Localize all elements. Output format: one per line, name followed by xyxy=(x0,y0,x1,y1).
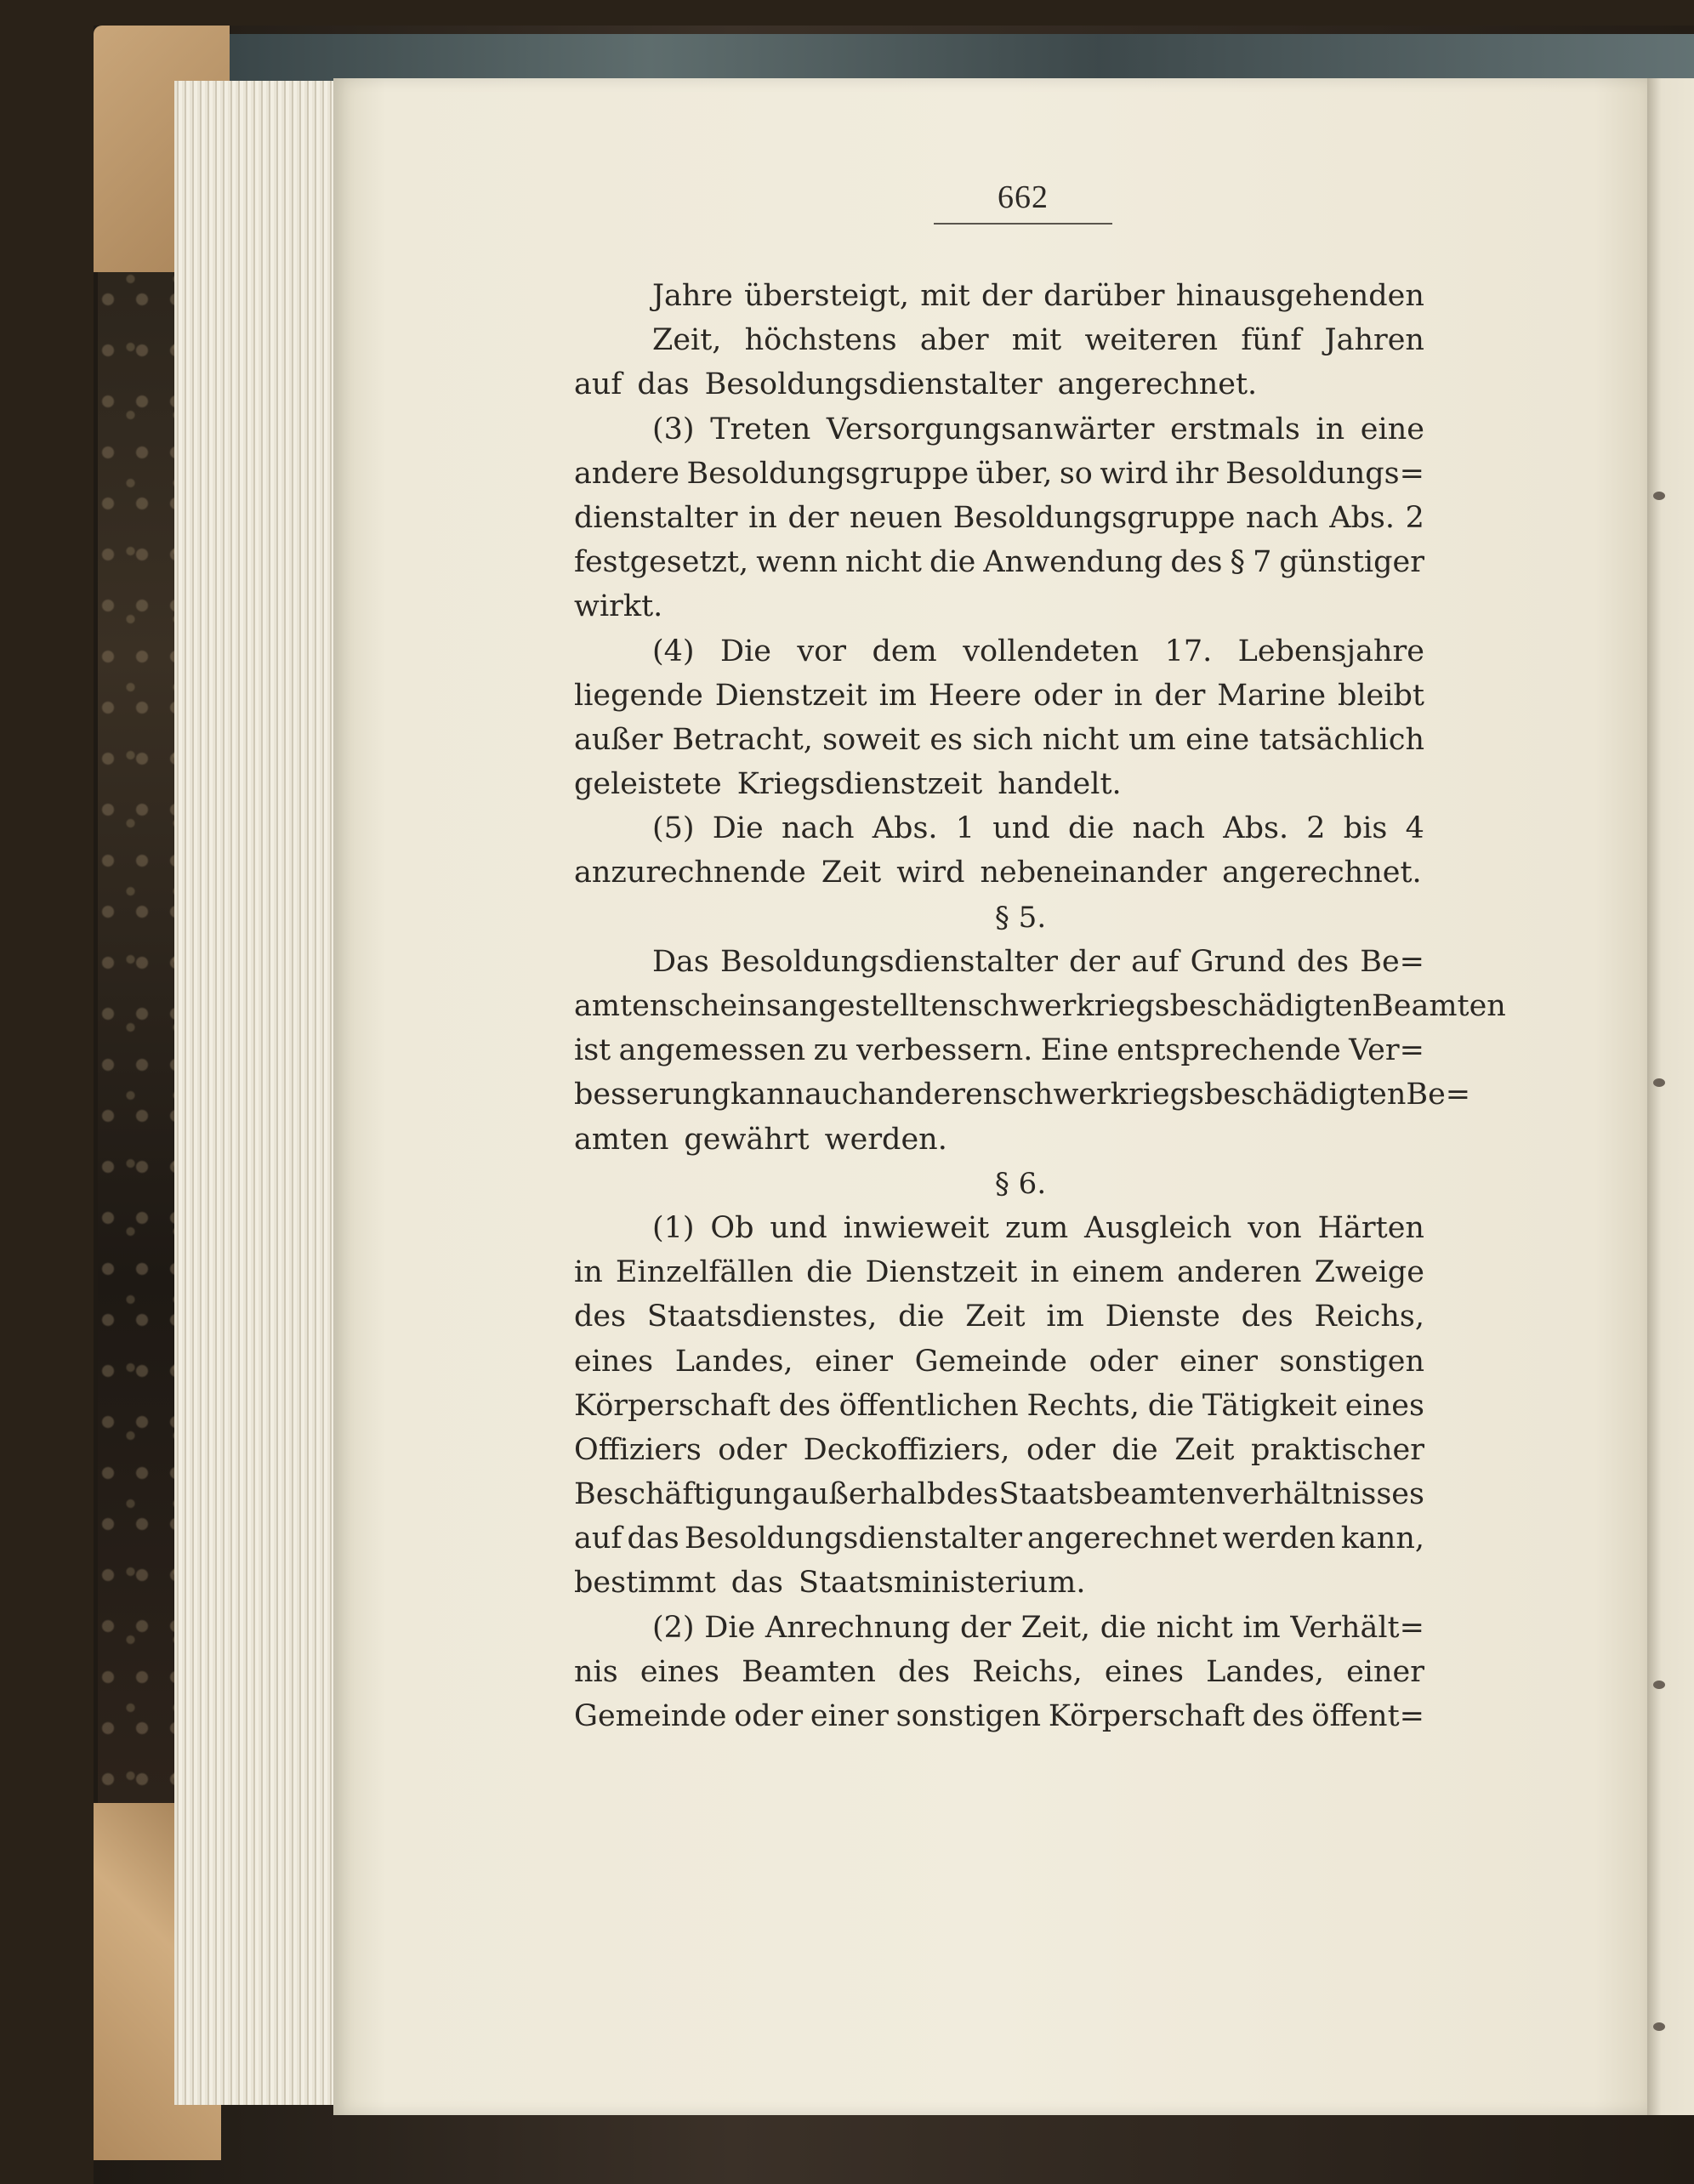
text-line: (4) Die vor dem vollendeten 17. Lebensjahre xyxy=(652,634,1424,668)
text-line: anzurechnende Zeit wird nebeneinander angerechnet. xyxy=(574,856,1422,890)
text-line: nis eines Beamten des Reichs, eines Landes, einer xyxy=(574,1654,1424,1689)
text-line: dienstalter in der neuen Besoldungsgruppe nach Abs. 2 xyxy=(574,500,1424,535)
text-line: auf das Besoldungsdienstalter angerechnet. xyxy=(574,367,1258,402)
marbled-spine xyxy=(98,34,179,2109)
text-line: bestimmt das Staatsministerium. xyxy=(574,1566,1086,1601)
text-line: andere Besoldungsgruppe über, so wird ihr Besoldungs= xyxy=(574,456,1424,491)
text-line: Jahre übersteigt, mit der darüber hinausgehenden xyxy=(652,279,1424,313)
text-line: Gemeinde oder einer sonstigen Körperschaft des öffent= xyxy=(574,1699,1424,1733)
text-line: besserung kann auch anderen schwerkriegsbeschädigten Be= xyxy=(574,1078,1471,1112)
text-line: eines Landes, einer Gemeinde oder einer sonstigen xyxy=(574,1344,1424,1379)
text-line: ist angemessen zu verbessern. Eine entsprechende Ver= xyxy=(574,1033,1424,1068)
text-line: (2) Die Anrechnung der Zeit, die nicht im Verhält= xyxy=(652,1610,1424,1645)
next-page-edge xyxy=(1647,78,1694,2115)
text-line: (1) Ob und inwieweit zum Ausgleich von Härten xyxy=(652,1210,1424,1245)
binding-hole xyxy=(1653,2022,1665,2031)
page-text xyxy=(574,274,1506,1738)
text-line: festgesetzt, wenn nicht die Anwendung des § 7 günstiger xyxy=(574,545,1424,580)
text-line: auf das Besoldungsdienstalter angerechnet werden kann, xyxy=(574,1521,1424,1556)
text-line: Zeit, höchstens aber mit weiteren fünf Jahren xyxy=(652,323,1424,358)
text-line: Beschäftigung außerhalb des Staatsbeamtenverhältnisses xyxy=(574,1477,1424,1512)
text-line: wirkt. xyxy=(574,589,663,624)
section-heading: § 5. xyxy=(994,900,1047,935)
text-line: in Einzelfällen die Dienstzeit in einem anderen Zweige xyxy=(574,1255,1424,1290)
text-line: Offiziers oder Deckoffiziers, oder die Zeit praktischer xyxy=(574,1432,1424,1467)
page-block-edges xyxy=(174,81,345,2105)
text-line: geleistete Kriegsdienstzeit handelt. xyxy=(574,767,1122,802)
text-line: amten gewährt werden. xyxy=(574,1122,947,1157)
text-line: liegende Dienstzeit im Heere oder in der Marine bleibt xyxy=(574,678,1424,713)
marbled-top-edge xyxy=(204,34,1694,85)
text-line: amtenscheins angestellten schwerkriegsbeschädigten Beamten xyxy=(574,989,1506,1023)
page-number: 662 xyxy=(934,179,1112,225)
binding-hole xyxy=(1653,492,1665,500)
text-line: Körperschaft des öffentlichen Rechts, die Tätigkeit eines xyxy=(574,1388,1424,1423)
text-line: (5) Die nach Abs. 1 und die nach Abs. 2 bis 4 xyxy=(652,811,1424,846)
text-line: des Staatsdienstes, die Zeit im Dienste des Reichs, xyxy=(574,1300,1424,1334)
text-line: (3) Treten Versorgungsanwärter erstmals in eine xyxy=(652,412,1424,446)
section-heading: § 6. xyxy=(994,1166,1047,1201)
text-line: Das Besoldungsdienstalter der auf Grund des Be= xyxy=(652,944,1424,979)
text-line: außer Betracht, soweit es sich nicht um eine tatsächlich xyxy=(574,722,1424,757)
binding-hole xyxy=(1653,1681,1665,1689)
binding-hole xyxy=(1653,1078,1665,1087)
